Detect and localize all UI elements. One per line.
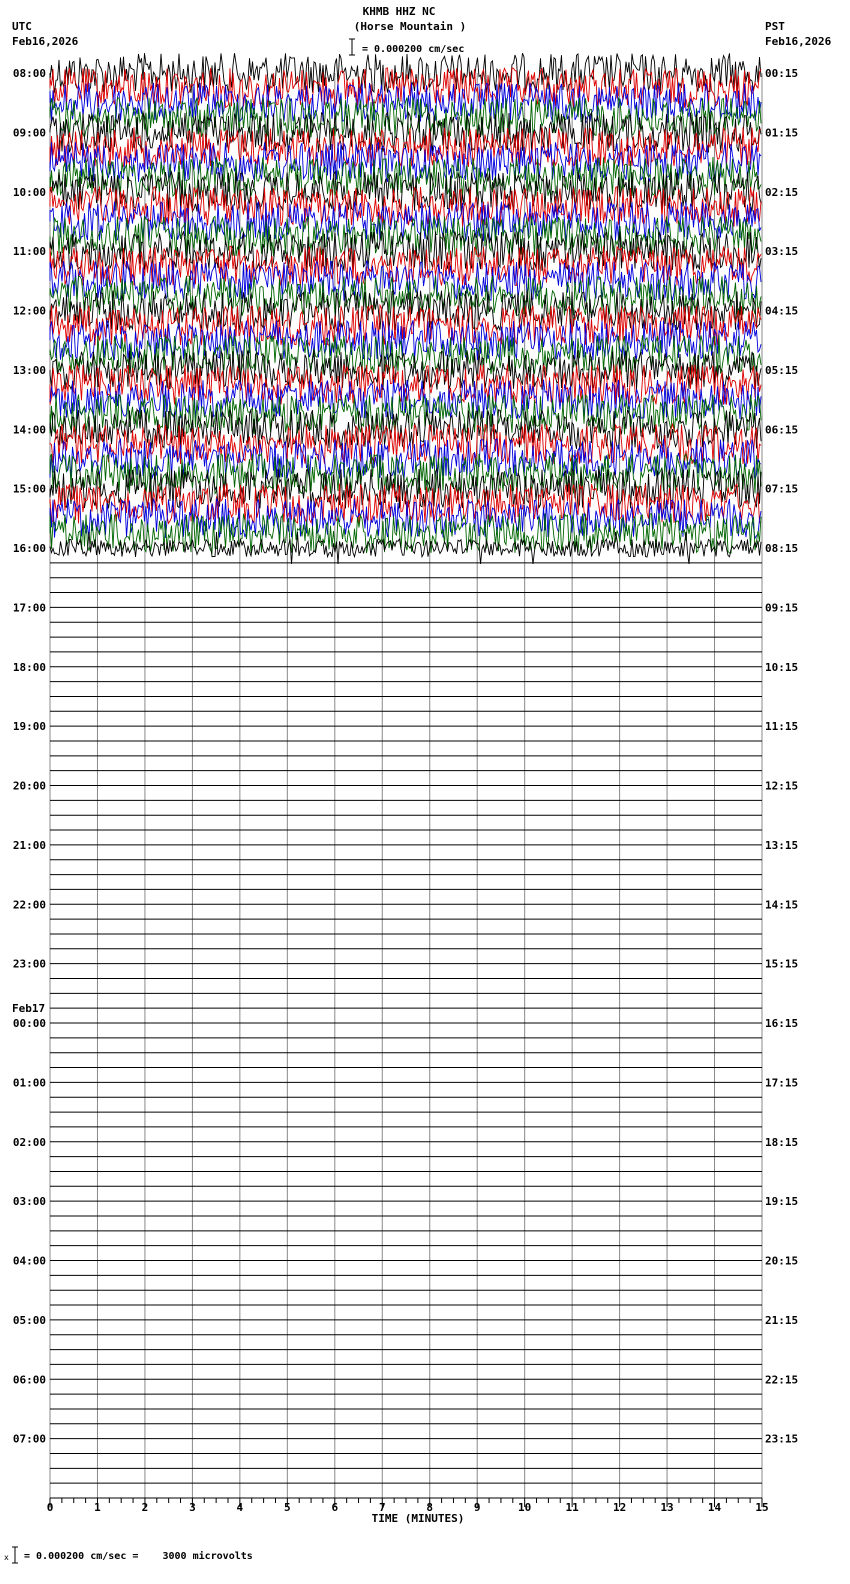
pst-hour-label: 20:15 — [765, 1254, 799, 1268]
utc-hour-label: 05:00 — [12, 1313, 46, 1327]
utc-hour-label: 02:00 — [12, 1135, 46, 1149]
x-tick-label: 15 — [755, 1501, 769, 1514]
pst-hour-label: 01:15 — [765, 126, 799, 140]
x-tick-label: 7 — [378, 1501, 386, 1514]
station-title: KHMB HHZ NC — [362, 5, 436, 18]
date-change-label: Feb17 — [12, 1002, 46, 1015]
utc-hour-label: 04:00 — [12, 1254, 46, 1268]
pst-hour-label: 22:15 — [765, 1373, 799, 1387]
utc-hour-label: 08:00 — [12, 67, 46, 80]
utc-hour-label: 12:00 — [12, 304, 46, 318]
x-tick-label: 10 — [518, 1501, 532, 1514]
utc-hour-label: 06:00 — [12, 1373, 46, 1387]
utc-hour-label: 03:00 — [12, 1195, 46, 1209]
scale-label: = 0.000200 cm/sec — [362, 44, 465, 55]
right-timezone: PST — [765, 20, 785, 33]
utc-hour-label: 15:00 — [12, 482, 46, 496]
pst-hour-label: 15:15 — [765, 957, 799, 971]
pst-hour-label: 05:15 — [765, 363, 799, 377]
utc-hour-label: 18:00 — [12, 660, 46, 674]
x-tick-label: 5 — [284, 1501, 291, 1514]
pst-hour-label: 04:15 — [765, 304, 799, 318]
pst-hour-label: 16:15 — [765, 1017, 799, 1030]
x-tick-label: 12 — [612, 1501, 627, 1514]
utc-hour-label: 01:00 — [12, 1076, 46, 1090]
pst-hour-label: 10:15 — [765, 660, 799, 674]
footer-scale-bar-icon — [4, 1546, 20, 1564]
x-tick-label: 0 — [46, 1501, 54, 1514]
utc-hour-label: 17:00 — [12, 601, 46, 615]
utc-hour-label: 13:00 — [12, 363, 46, 377]
station-location: (Horse Mountain ) — [353, 20, 467, 33]
pst-hour-label: 11:15 — [765, 720, 799, 734]
pst-hour-label: 12:15 — [765, 779, 799, 793]
utc-hour-label: 23:00 — [12, 957, 46, 971]
left-date: Feb16,2026 — [12, 35, 79, 48]
x-tick-label: 6 — [331, 1501, 339, 1514]
footer-scale-note: = 0.000200 cm/sec = 3000 microvolts — [24, 1551, 253, 1562]
utc-hour-label: 09:00 — [12, 126, 46, 140]
x-tick-label: 13 — [660, 1501, 674, 1514]
pst-hour-label: 21:15 — [765, 1313, 799, 1327]
pst-hour-label: 13:15 — [765, 838, 799, 852]
pst-hour-label: 14:15 — [765, 898, 799, 912]
x-tick-label: 14 — [707, 1501, 722, 1514]
utc-hour-label: 21:00 — [12, 838, 46, 852]
x-tick-label: 9 — [473, 1501, 481, 1514]
pst-hour-label: 09:15 — [765, 601, 799, 615]
utc-hour-label: 22:00 — [12, 898, 46, 912]
pst-hour-label: 00:15 — [765, 67, 799, 80]
pst-hour-label: 03:15 — [765, 245, 799, 259]
utc-hour-label: 20:00 — [12, 779, 46, 793]
pst-hour-label: 08:15 — [765, 542, 799, 555]
x-tick-label: 11 — [565, 1501, 579, 1514]
x-tick-label: 8 — [426, 1501, 434, 1514]
pst-hour-label: 07:15 — [765, 482, 799, 496]
utc-hour-label: 16:00 — [12, 542, 46, 555]
svg-text:x: x — [4, 1553, 9, 1562]
utc-hour-label: 07:00 — [12, 1432, 46, 1446]
utc-hour-label: 10:00 — [12, 185, 46, 199]
waveform-trace — [50, 532, 761, 564]
right-date: Feb16,2026 — [765, 35, 832, 48]
x-tick-label: 1 — [94, 1501, 101, 1514]
waveform-trace — [50, 320, 761, 360]
pst-hour-label: 06:15 — [765, 423, 799, 437]
pst-hour-label: 17:15 — [765, 1076, 799, 1090]
pst-hour-label: 23:15 — [765, 1432, 799, 1446]
utc-hour-label: 19:00 — [12, 720, 46, 734]
pst-hour-label: 18:15 — [765, 1135, 799, 1149]
utc-hour-label: 11:00 — [12, 245, 46, 259]
x-tick-label: 4 — [236, 1501, 244, 1514]
left-timezone: UTC — [12, 20, 32, 33]
utc-hour-label: 14:00 — [12, 423, 46, 437]
x-axis-title: TIME (MINUTES) — [371, 1512, 465, 1525]
x-tick-label: 3 — [189, 1501, 196, 1514]
utc-hour-label: 00:00 — [12, 1017, 46, 1030]
pst-hour-label: 02:15 — [765, 185, 799, 199]
waveform-trace — [50, 335, 761, 375]
pst-hour-label: 19:15 — [765, 1195, 799, 1209]
x-tick-label: 2 — [141, 1501, 149, 1514]
